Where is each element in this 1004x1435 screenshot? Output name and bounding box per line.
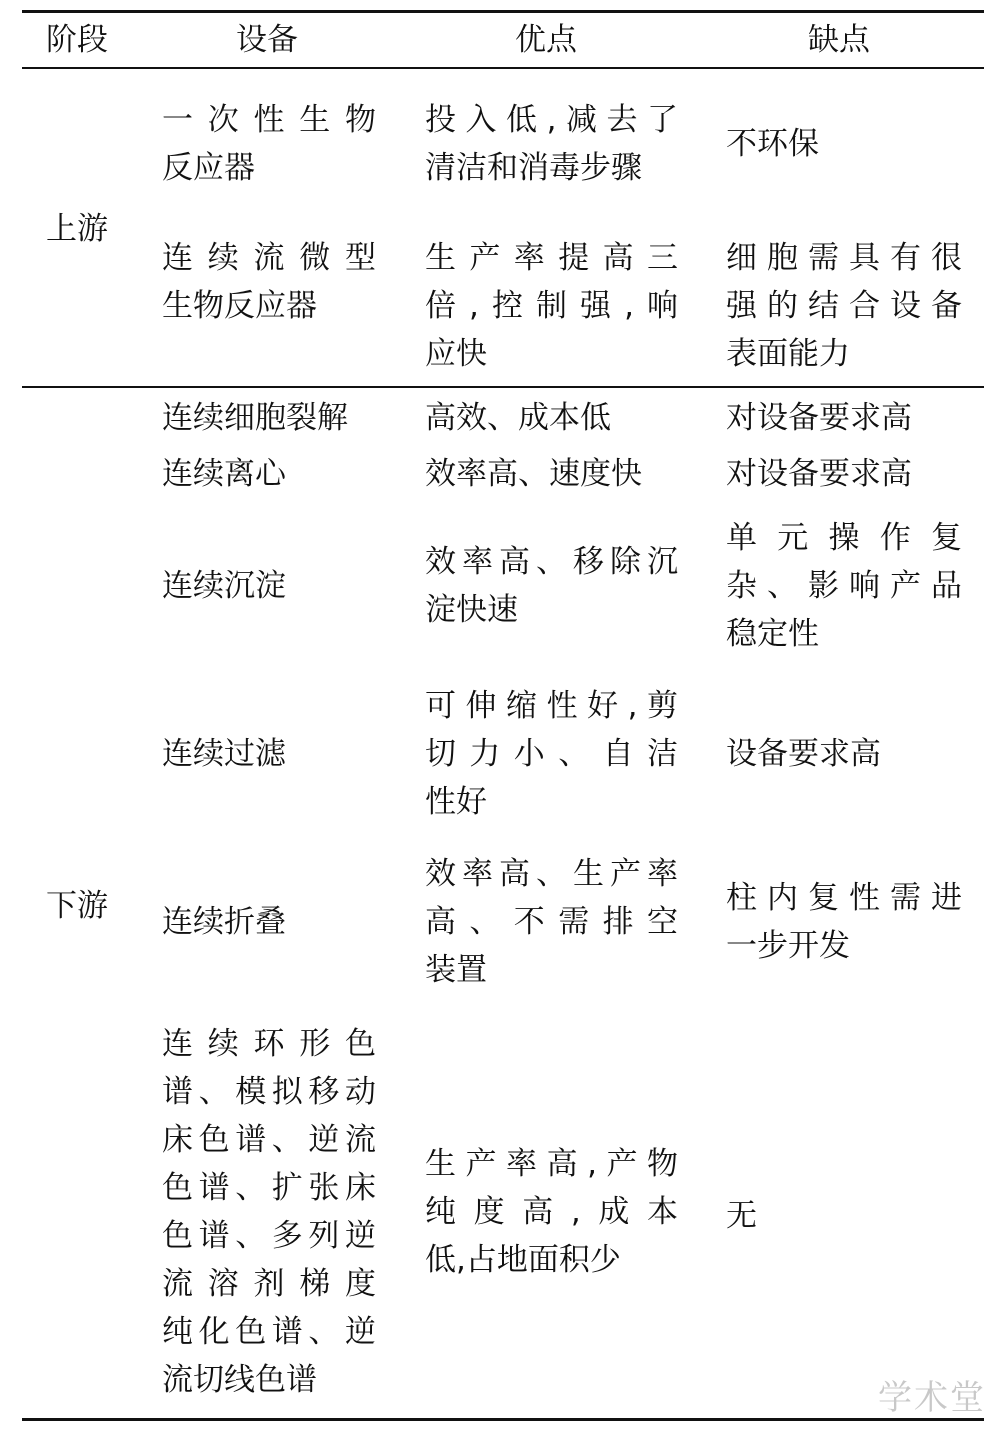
cell-line: 床色谱、逆流 [162, 1122, 376, 1158]
cell-line: 切力小、自洁 [425, 736, 678, 772]
table-section-divider [22, 386, 984, 388]
cell-line: 生物反应器 [162, 288, 317, 324]
cell-line: 应快 [425, 336, 487, 372]
cell-line: 色谱、多列逆 [162, 1218, 376, 1254]
cell-advantages [425, 394, 678, 442]
cell-line: 倍,控制强,响 [425, 288, 678, 324]
cell-advantages [425, 96, 678, 192]
cell-advantages [425, 682, 678, 826]
cell-line: 高效、成本低 [425, 400, 611, 436]
cell-equipment [162, 234, 376, 330]
cell-disadvantages [726, 1192, 962, 1240]
cell-line: 不环保 [726, 126, 819, 162]
cell-advantages [425, 450, 678, 498]
cell-equipment [162, 96, 376, 192]
cell-equipment [162, 898, 376, 946]
cell-line: 表面能力 [726, 336, 850, 372]
cell-line: 柱内复性需进 [726, 880, 962, 916]
cell-line: 色谱、扩张床 [162, 1170, 376, 1206]
cell-line: 生产率提高三 [425, 240, 678, 276]
cell-line: 稳定性 [726, 616, 819, 652]
cell-line: 对设备要求高 [726, 456, 912, 492]
cell-line: 连续离心 [162, 456, 286, 492]
cell-equipment [162, 394, 376, 442]
cell-line: 单元操作复 [726, 520, 962, 556]
cell-line: 连续过滤 [162, 736, 286, 772]
cell-line: 谱、模拟移动 [162, 1074, 376, 1110]
cell-disadvantages [726, 234, 962, 378]
cell-disadvantages [726, 730, 962, 778]
cell-line: 生产率高,产物 [425, 1146, 678, 1182]
cell-disadvantages [726, 120, 962, 168]
cell-disadvantages [726, 394, 962, 442]
cell-advantages [425, 850, 678, 994]
cell-disadvantages [726, 514, 962, 658]
table-bottom-rule [22, 1418, 984, 1421]
cell-advantages [425, 538, 678, 634]
cell-line: 清洁和消毒步骤 [425, 150, 642, 186]
cell-line: 连续沉淀 [162, 568, 286, 604]
header-stage: 阶段 [46, 22, 108, 58]
cell-line: 流溶剂梯度 [162, 1266, 376, 1302]
cell-line: 一步开发 [726, 928, 850, 964]
cell-line: 连续流微型 [162, 240, 376, 276]
cell-line: 可伸缩性好,剪 [425, 688, 678, 724]
cell-disadvantages [726, 874, 962, 970]
cell-line: 纯化色谱、逆 [162, 1314, 376, 1350]
cell-line: 连续折叠 [162, 904, 286, 940]
stage-downstream: 下游 [46, 888, 108, 924]
cell-line: 装置 [425, 952, 487, 988]
cell-equipment [162, 562, 376, 610]
cell-line: 性好 [425, 784, 487, 820]
cell-line: 杂、影响产品 [726, 568, 962, 604]
cell-line: 低,占地面积少 [425, 1242, 621, 1278]
cell-line: 反应器 [162, 150, 255, 186]
header-disadvantages: 缺点 [808, 22, 870, 58]
cell-advantages [425, 234, 678, 378]
watermark-logo: 学术堂 [878, 1378, 986, 1418]
cell-line: 对设备要求高 [726, 400, 912, 436]
cell-line: 细胞需具有很 [726, 240, 962, 276]
cell-line: 投入低,减去了 [425, 102, 678, 138]
cell-equipment [162, 450, 376, 498]
cell-line: 流切线色谱 [162, 1362, 317, 1398]
cell-equipment [162, 730, 376, 778]
cell-advantages [425, 1140, 678, 1284]
cell-disadvantages [726, 450, 962, 498]
cell-equipment [162, 1020, 376, 1404]
cell-line: 淀快速 [425, 592, 518, 628]
cell-line: 设备要求高 [726, 736, 881, 772]
cell-line: 效率高、移除沉 [425, 544, 678, 580]
cell-line: 强的结合设备 [726, 288, 962, 324]
cell-line: 纯度高,成本 [425, 1194, 678, 1230]
header-equipment: 设备 [236, 22, 298, 58]
cell-line: 一次性生物 [162, 102, 376, 138]
cell-line: 无 [726, 1198, 757, 1234]
cell-line: 连续细胞裂解 [162, 400, 348, 436]
cell-line: 连续环形色 [162, 1026, 376, 1062]
cell-line: 高、不需排空 [425, 904, 678, 940]
table-top-rule [22, 10, 984, 13]
header-advantages: 优点 [515, 22, 577, 58]
cell-line: 效率高、速度快 [425, 456, 642, 492]
cell-line: 效率高、生产率 [425, 856, 678, 892]
table-header-rule [22, 67, 984, 69]
stage-upstream: 上游 [46, 211, 108, 247]
